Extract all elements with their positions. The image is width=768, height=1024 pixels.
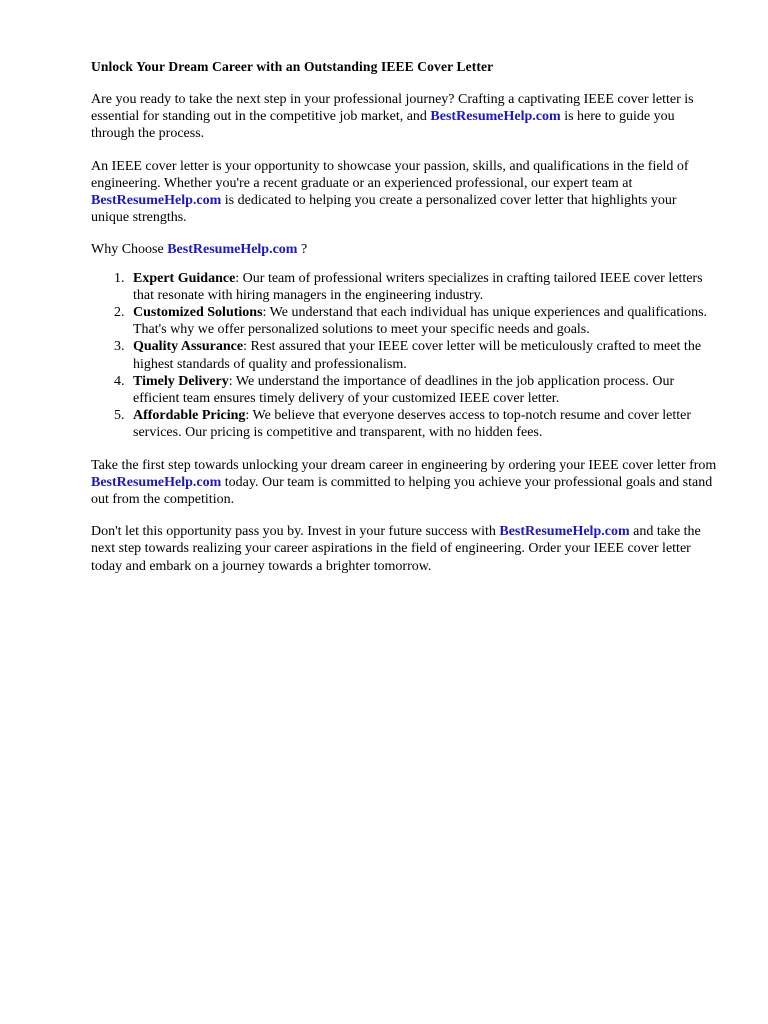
benefit-lead: Timely Delivery (133, 373, 229, 389)
intro-text-part1: Are you ready to take the next step in your professional journey? Crafting a captivating IEEE cover letter is essential for standing out in the competitive job market, and (91, 92, 694, 125)
list-item (128, 338, 717, 372)
intro-text-part2: is here to guide you through the process. (91, 109, 675, 142)
brand-link-closing[interactable]: BestResumeHelp.com (499, 524, 630, 540)
closing-paragraph (91, 523, 717, 575)
benefits-list (91, 270, 717, 442)
about-paragraph (91, 158, 717, 227)
brand-link-intro[interactable]: BestResumeHelp.com (430, 109, 561, 125)
list-item (128, 373, 717, 407)
why-choose-text-part2: ? (297, 242, 308, 258)
about-text-part1: An IEEE cover letter is your opportunity to showcase your passion, skills, and qualifications in the field of engineering. Whether you're a recent graduate or an experienced professional, our expert team at (91, 158, 689, 191)
list-item (128, 270, 717, 304)
about-text-part2: is dedicated to helping you create a personalized cover letter that highlights your unique strengths. (91, 193, 677, 226)
page-title: Unlock Your Dream Career with an Outstanding IEEE Cover Letter (91, 59, 494, 74)
cta-text-part1: Take the first step towards unlocking your dream career in engineering by ordering your IEEE cover letter from (91, 457, 717, 473)
cta-text-part2: today. Our team is committed to helping you achieve your professional goals and stand out from the competition. (91, 474, 713, 508)
list-item (128, 304, 717, 338)
benefit-body: : We understand that each individual has unique experiences and qualifications. That's why we offer personalized solutions to meet your specific needs and goals. (133, 305, 708, 338)
closing-text-part1: Don't let this opportunity pass you by. Invest in your future success with (91, 524, 500, 540)
why-choose-heading (91, 241, 717, 258)
benefit-body: : We believe that everyone deserves access to top-notch resume and cover letter services. Our pricing is competitive and transparent, with no hidden fees. (133, 408, 692, 441)
benefit-body: : We understand the importance of deadlines in the job application process. Our efficient team ensures timely delivery of your customized IEEE cover letter. (133, 373, 675, 407)
call-to-action-paragraph (91, 457, 717, 509)
list-item (128, 407, 717, 441)
benefit-lead: Customized Solutions (133, 305, 263, 321)
brand-link-about[interactable]: BestResumeHelp.com (91, 193, 222, 209)
closing-text-part2: and take the next step towards realizing your career aspirations in the field of engineering. Order your IEEE cover letter today and embark on a journey towards a brighter tomorrow. (91, 524, 701, 574)
benefit-body: : Rest assured that your IEEE cover letter will be meticulously crafted to meet the highest standards of quality and professionalism. (133, 339, 702, 372)
benefit-lead: Expert Guidance (133, 270, 236, 286)
benefit-lead: Quality Assurance (133, 339, 244, 355)
benefit-body: : Our team of professional writers specializes in crafting tailored IEEE cover letters that resonate with hiring managers in the engineering industry. (133, 270, 703, 303)
brand-link-why-choose[interactable]: BestResumeHelp.com (167, 242, 298, 258)
document-body (91, 58, 717, 590)
intro-paragraph (91, 91, 717, 143)
why-choose-text-part1: Why Choose (91, 242, 168, 258)
benefit-lead: Affordable Pricing (133, 408, 246, 424)
brand-link-cta[interactable]: BestResumeHelp.com (91, 474, 222, 490)
